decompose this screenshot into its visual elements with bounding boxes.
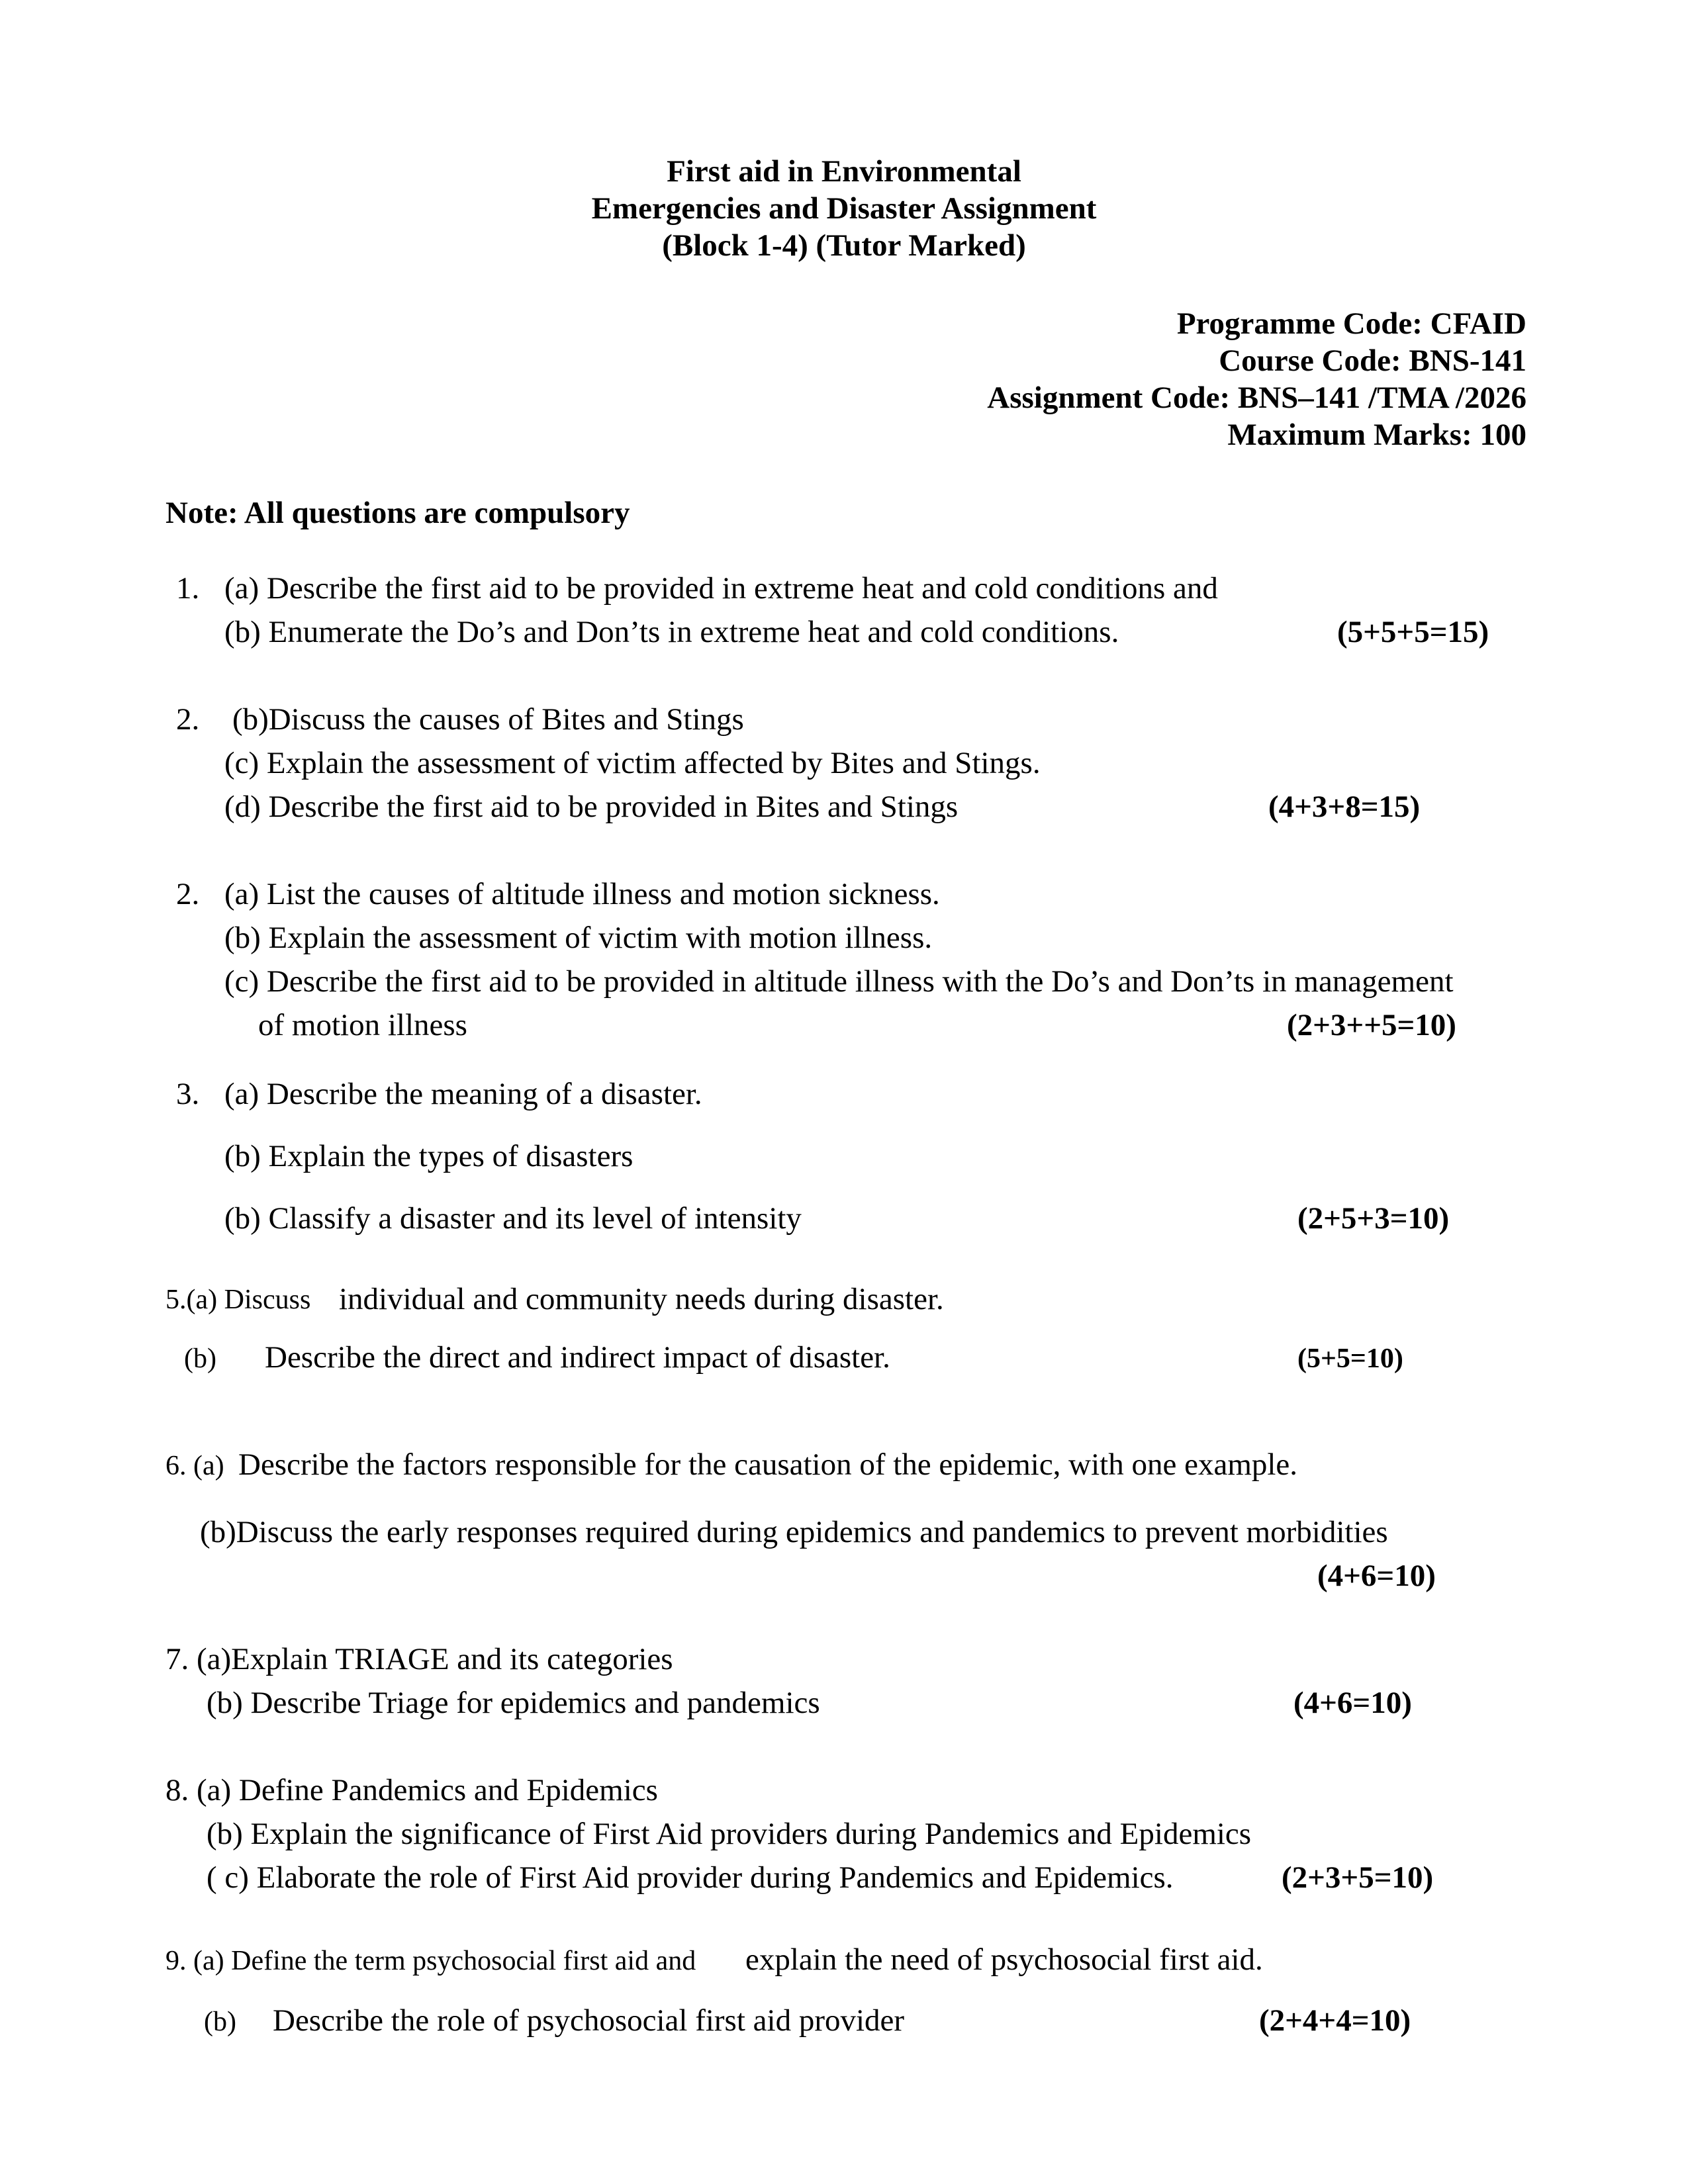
q3-number: 2. <box>176 877 200 911</box>
q3-part-c: (c) Describe the first aid to be provided in altitude illness with the Do’s and Don’ts in management <box>224 964 1454 999</box>
q1-part-a: (a) Describe the first aid to be provided in extreme heat and cold conditions and <box>224 571 1218 606</box>
q7-part-a: 7. (a)Explain TRIAGE and its categories <box>165 1642 673 1676</box>
q1-marks: (5+5+5=15) <box>1337 615 1489 649</box>
q5-part-a: individual and community needs during disaster. <box>339 1282 944 1316</box>
title-line-2: Emergencies and Disaster Assignment <box>591 191 1097 226</box>
q4-marks: (2+5+3=10) <box>1297 1201 1450 1236</box>
q2-part-c: (c) Explain the assessment of victim affected by Bites and Stings. <box>224 746 1041 780</box>
q6-label: 6. (a) <box>165 1451 224 1481</box>
q9-part-b-label: (b) <box>204 2007 236 2037</box>
q2-marks: (4+3+8=15) <box>1268 790 1421 824</box>
q6-part-a: Describe the factors responsible for the causation of the epidemic, with one example. <box>238 1447 1298 1482</box>
q2-part-b: (b)Discuss the causes of Bites and Stings <box>232 702 744 737</box>
q8-part-b: (b) Explain the significance of First Aid providers during Pandemics and Epidemics <box>207 1817 1252 1851</box>
q8-part-a: 8. (a) Define Pandemics and Epidemics <box>165 1773 658 1807</box>
q6-marks: (4+6=10) <box>1317 1559 1436 1593</box>
maximum-marks: Maximum Marks: 100 <box>1227 418 1526 452</box>
q4-part-b: (b) Explain the types of disasters <box>224 1139 633 1173</box>
course-code: Course Code: BNS-141 <box>1219 343 1526 378</box>
q4-part-c: (b) Classify a disaster and its level of intensity <box>224 1201 802 1236</box>
programme-code: Programme Code: CFAID <box>1176 306 1526 341</box>
q9-part-a: explain the need of psychosocial first aid. <box>745 1942 1263 1977</box>
q3-part-b: (b) Explain the assessment of victim with motion illness. <box>224 921 933 955</box>
assignment-code: Assignment Code: BNS–141 /TMA /2026 <box>987 381 1526 415</box>
q6-part-b: (b)Discuss the early responses required during epidemics and pandemics to prevent morbidities <box>200 1515 1388 1549</box>
note: Note: All questions are compulsory <box>165 496 630 530</box>
q4-part-a: (a) Describe the meaning of a disaster. <box>224 1077 702 1111</box>
title-line-3: (Block 1-4) (Tutor Marked) <box>662 228 1026 263</box>
q8-part-c: ( c) Elaborate the role of First Aid provider during Pandemics and Epidemics. <box>207 1860 1174 1895</box>
title-line-1: First aid in Environmental <box>667 154 1021 189</box>
q7-part-b: (b) Describe Triage for epidemics and pandemics <box>207 1686 820 1720</box>
q7-marks: (4+6=10) <box>1293 1686 1412 1720</box>
q2-number: 2. <box>176 702 200 737</box>
q5-marks: (5+5=10) <box>1297 1343 1403 1374</box>
q5-part-b-label: (b) <box>184 1343 216 1374</box>
q1-number: 1. <box>176 571 200 606</box>
q5-label: 5.(a) Discuss <box>165 1285 311 1315</box>
q9-label: 9. (a) Define the term psychosocial first aid and <box>165 1946 696 1976</box>
q3-part-a: (a) List the causes of altitude illness and motion sickness. <box>224 877 940 911</box>
q9-part-b: Describe the role of psychosocial first aid provider <box>273 2003 905 2038</box>
q8-marks: (2+3+5=10) <box>1282 1860 1434 1895</box>
q3-marks: (2+3++5=10) <box>1287 1008 1456 1042</box>
q4-number: 3. <box>176 1077 200 1111</box>
q9-marks: (2+4+4=10) <box>1259 2003 1411 2038</box>
q3-part-c-continued: of motion illness <box>258 1008 467 1042</box>
q5-part-b: Describe the direct and indirect impact of disaster. <box>265 1340 890 1375</box>
q2-part-d: (d) Describe the first aid to be provided in Bites and Stings <box>224 790 959 824</box>
q1-part-b: (b) Enumerate the Do’s and Don’ts in extreme heat and cold conditions. <box>224 615 1119 649</box>
